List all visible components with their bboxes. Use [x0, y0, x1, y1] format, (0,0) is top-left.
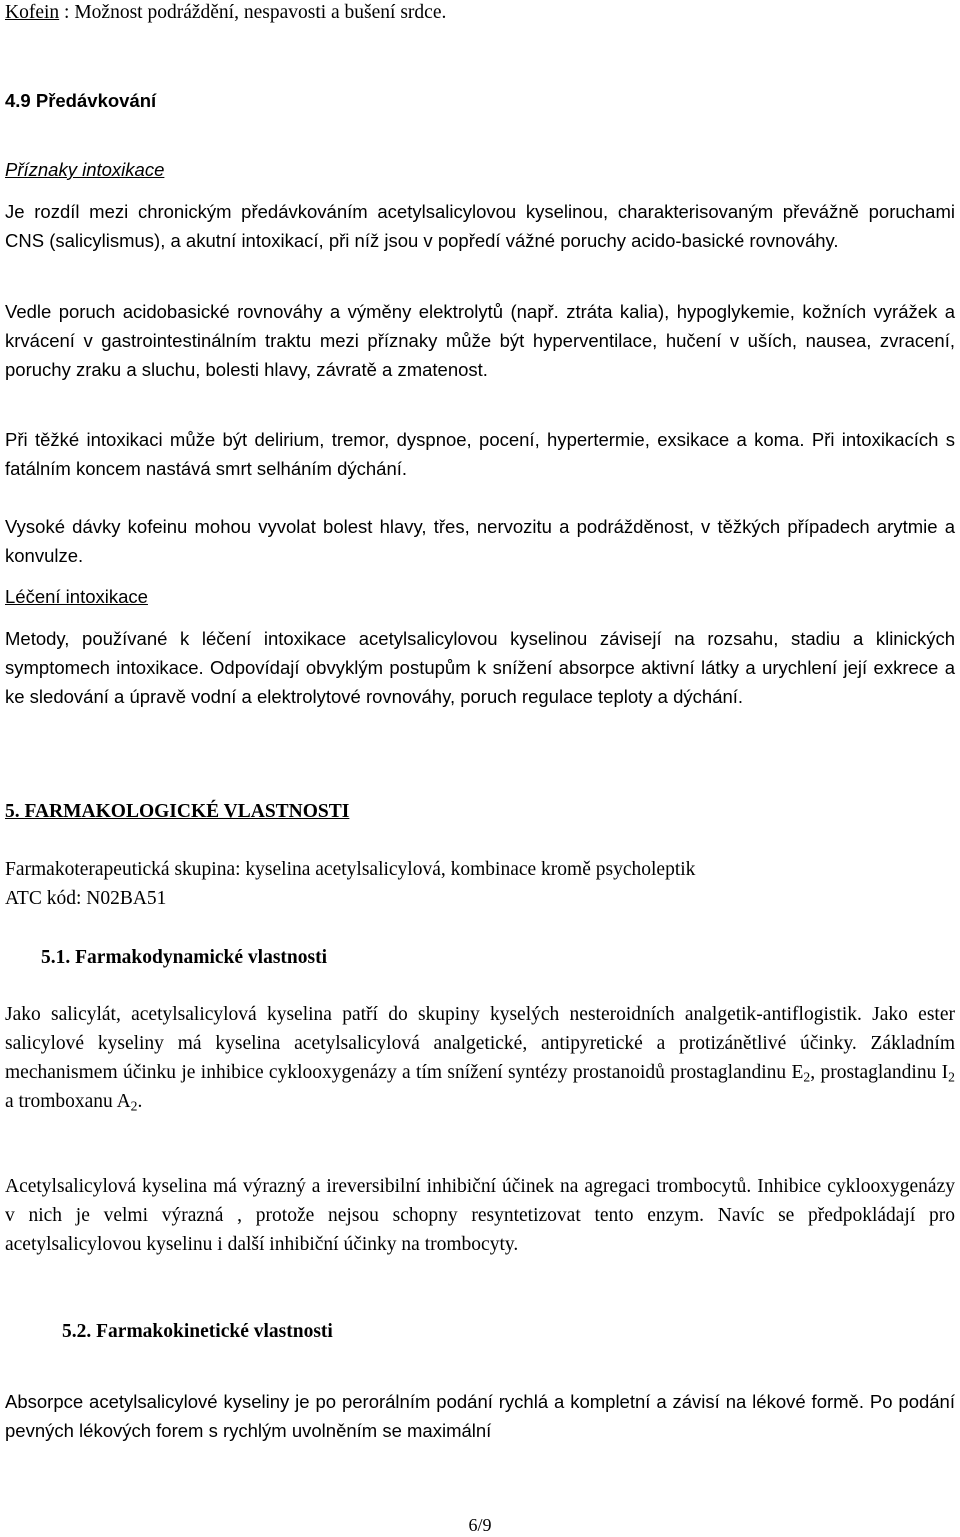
subscript-e2: 2	[803, 1069, 811, 1085]
pharmacotherapeutic-group: Farmakoterapeutická skupina: kyselina acetylsalicylová, kombinace kromě psycholeptik	[5, 859, 696, 880]
pharmacodynamics-paragraph-2: Acetylsalicylová kyselina má výrazný a ireversibilní inhibiční účinek na agregaci trombocytů. Inhibice cyklooxygenázy v nich je velmi výrazná , protože nejsou schopny resyntetizovat tento enzym. Navíc se předpokládají pro acetylsalicylovou kyselinu i další inhibiční účinky na trombocyty.	[5, 1176, 955, 1255]
section-5-1-heading-text: 5.1. Farmakodynamické vlastnosti	[41, 947, 328, 968]
pharmacodynamics-text-a: Jako salicylát, acetylsalicylová kyselina patří do skupiny kyselých nesteroidních analgetik-antiflogistik. Jako ester salicylové kyseliny má kyselina acetylsalicylová analgetické, antipyretické a protizánětlivé účinky. Základním mechanismem účinku je inhibice cyklooxygenázy a tím snížení syntézy prostanoidů prostaglandinu E	[5, 1004, 955, 1083]
pharmacodynamics-paragraph-1	[5, 1000, 955, 1116]
section-5-heading: 5. FARMAKOLOGICKÉ VLASTNOSTI	[5, 801, 350, 822]
overdose-paragraph-2: Vedle poruch acidobasické rovnováhy a výměny elektrolytů (např. ztráta kalia), hypoglykemie, kožních vyrážek a krvácení v gastrointestinálním traktu mezi příznaky může být hyperventilace, hučení v uších, nausea, zvracení, poruchy zraku a sluchu, bolesti hlavy, závratě a zmatenost.	[5, 301, 955, 380]
caffeine-effect-text: Možnost podráždění, nespavosti a bušení srdce.	[74, 2, 447, 23]
pharmacodynamics-text-d: .	[137, 1091, 143, 1112]
section-5-2-heading-text: 5.2. Farmakokinetické vlastnosti	[62, 1321, 333, 1342]
pharmacokinetics-paragraph: Absorpce acetylsalicylové kyseliny je po perorálním podání rychlá a kompletní a závisí na lékové formě. Po podání pevných lékových forem s rychlým uvolněním se maximální	[5, 1391, 955, 1441]
caffeine-separator: :	[59, 2, 75, 23]
atc-code: ATC kód: N02BA51	[5, 888, 167, 909]
section-5-2-heading	[62, 1317, 942, 1346]
section-4-9-heading: 4.9 Předávkování	[5, 90, 157, 111]
overdose-paragraph-4: Vysoké dávky kofeinu mohou vyvolat bolest hlavy, třes, nervozitu a podrážděnost, v těžkých případech arytmie a konvulze.	[5, 516, 955, 566]
overdose-paragraph-3: Při těžké intoxikaci může být delirium, tremor, dyspnoe, pocení, hypertermie, exsikace a koma. Při intoxikacích s fatálním koncem nastává smrt selháním dýchání.	[5, 429, 955, 479]
treatment-heading: Léčení intoxikace	[5, 586, 148, 607]
caffeine-label: Kofein	[5, 2, 60, 23]
overdose-paragraph-1: Je rozdíl mezi chronickým předávkováním acetylsalicylovou kyselinou, charakterisovaným převážně poruchami CNS (salicylismus), a akutní intoxikací, při níž jsou v popředí vážné poruchy acido-basické rovnováhy.	[5, 201, 955, 251]
subscript-a2: 2	[130, 1098, 138, 1114]
treatment-paragraph: Metody, používané k léčení intoxikace acetylsalicylovou kyselinou závisejí na rozsahu, stadiu a klinických symptomech intoxikace. Odpovídají obvyklým postupům k snížení absorpce aktivní látky a urychlení její exkrece a ke sledování a úpravě vodní a elektrolytové rovnováhy, poruch regulace teploty a dýchání.	[5, 628, 955, 707]
pharmacodynamics-text-c: a tromboxanu A	[5, 1091, 131, 1112]
subscript-i2: 2	[948, 1069, 955, 1085]
section-5-1-heading	[41, 943, 941, 972]
page-number: 6/9	[468, 1515, 492, 1535]
pharmacodynamics-text-b: , prostaglandinu I	[810, 1062, 949, 1083]
symptoms-heading: Příznaky intoxikace	[5, 159, 165, 180]
caffeine-note	[5, 0, 955, 27]
